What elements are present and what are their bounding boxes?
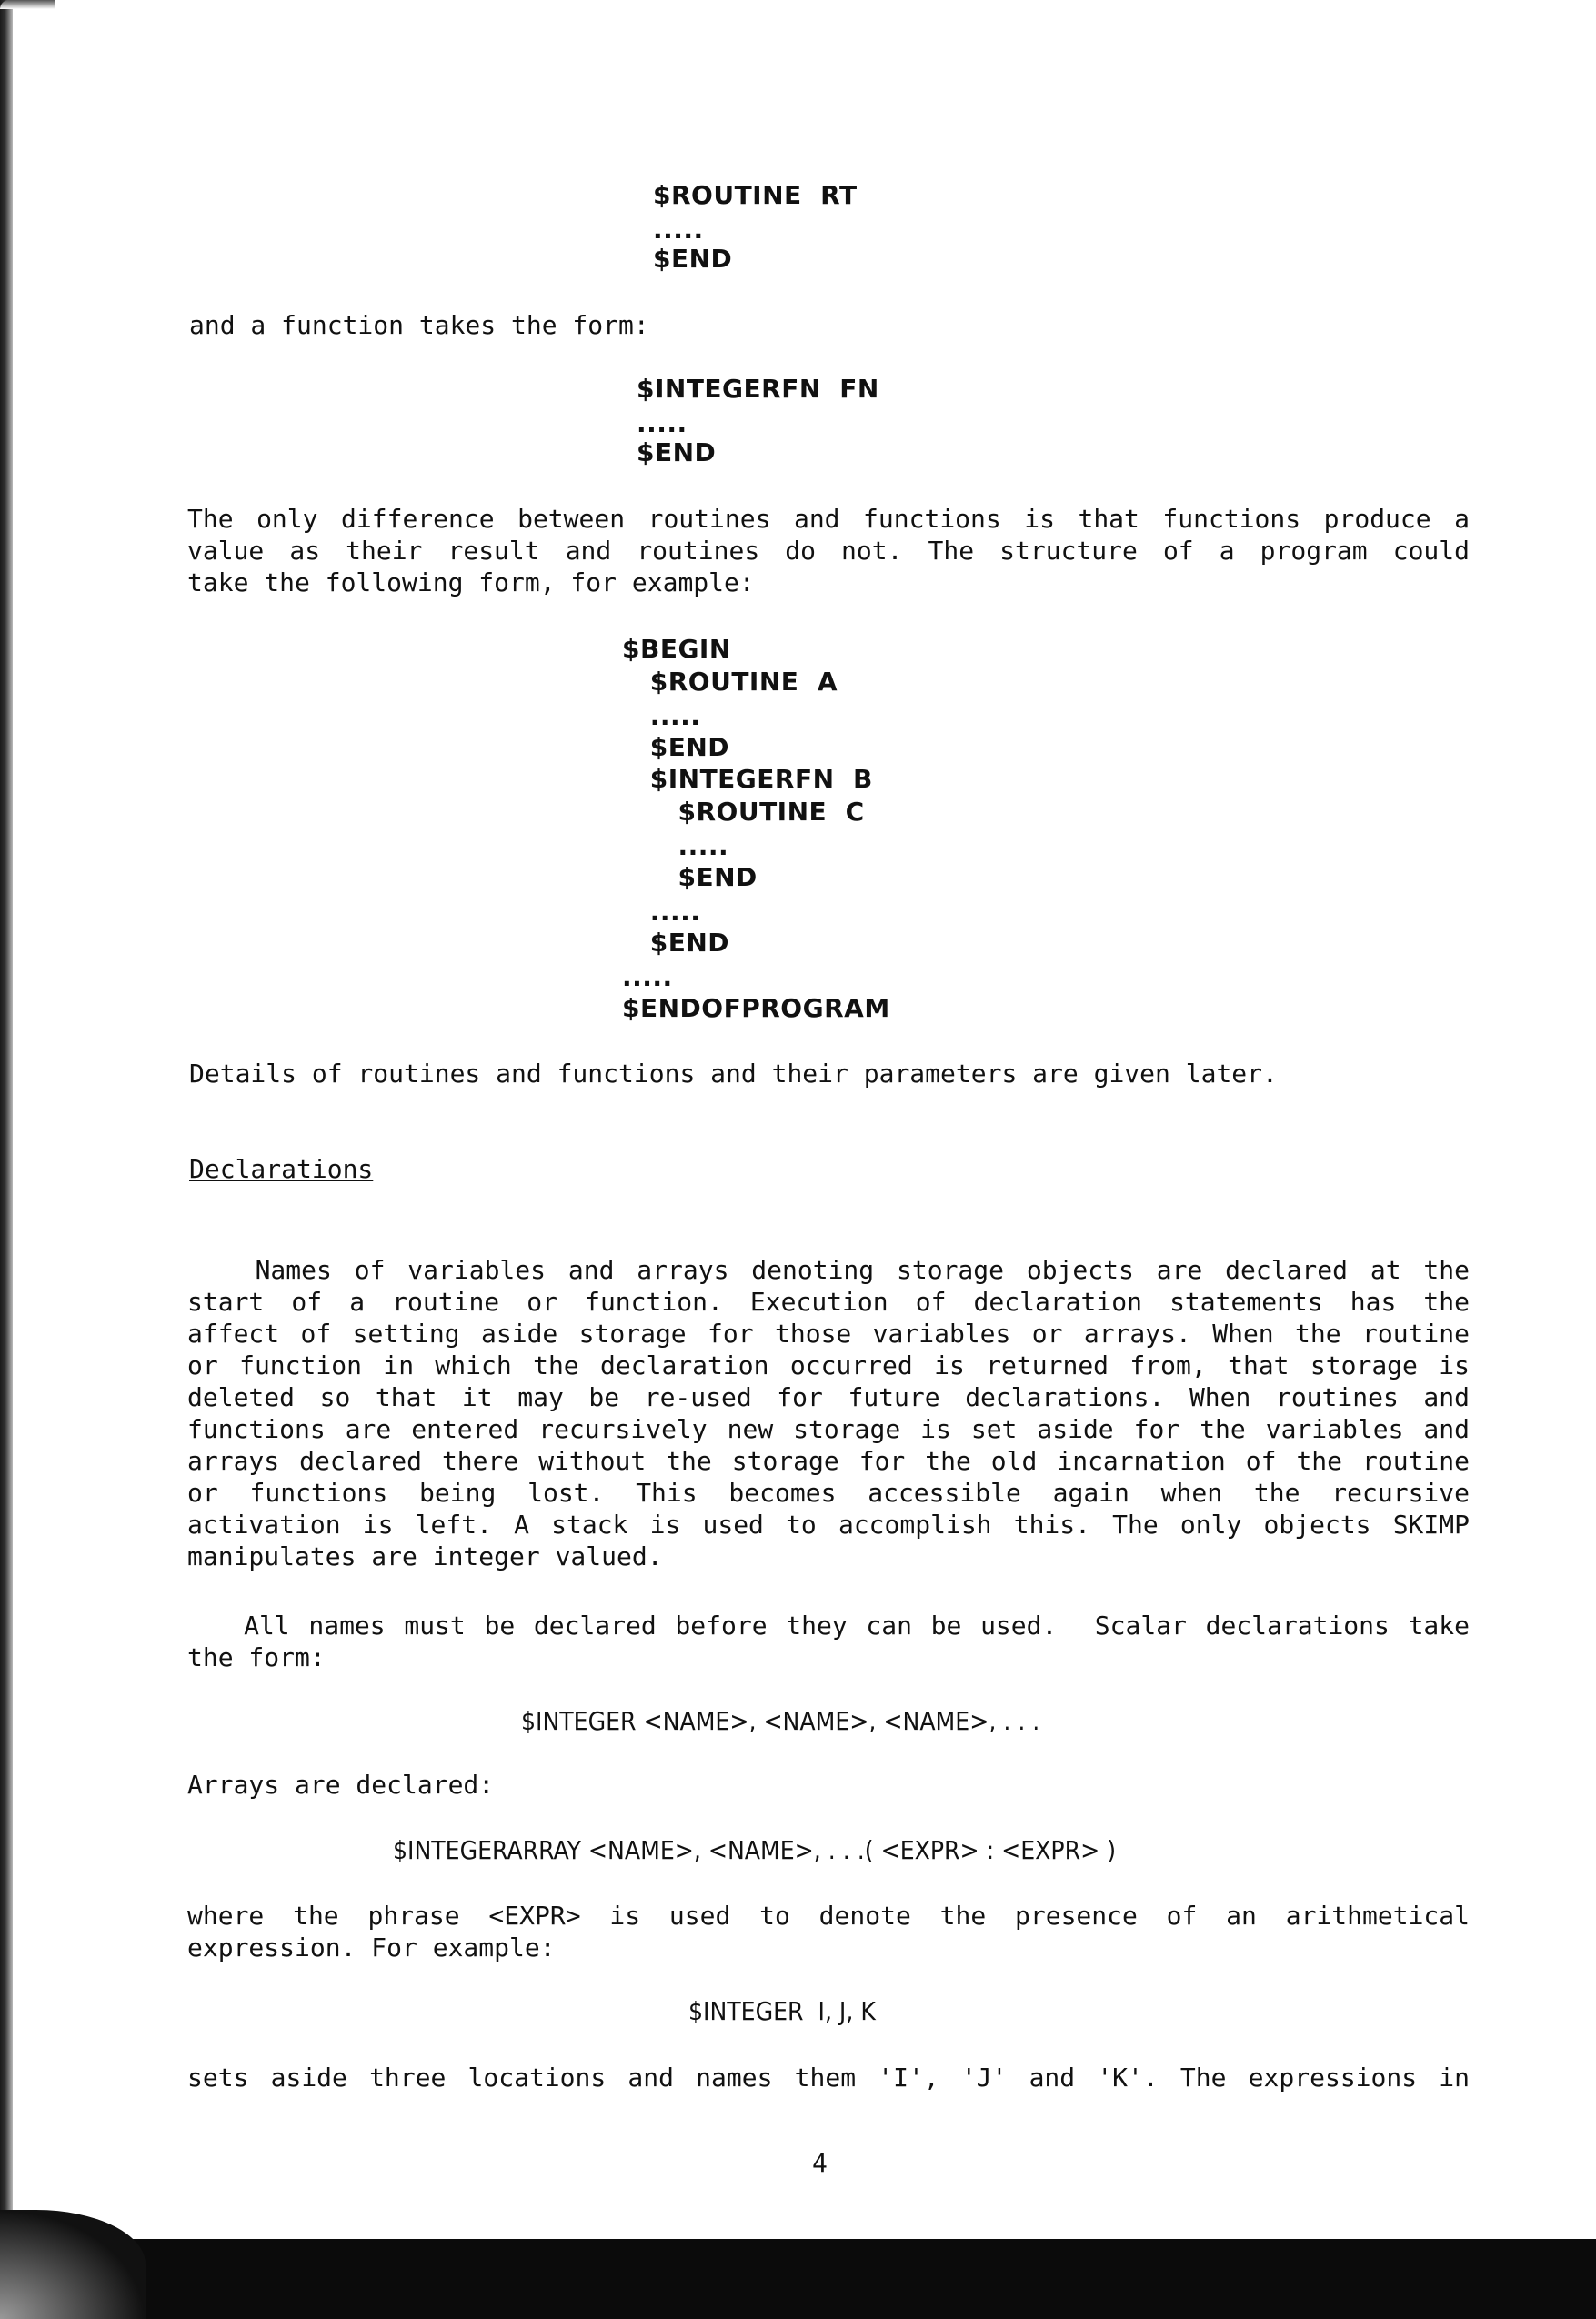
page-number: 4: [812, 2148, 828, 2178]
routine-example-header: $ROUTINE RT: [653, 180, 858, 210]
paragraph-line: the form:: [187, 1642, 326, 1672]
program-line: $ROUTINE C: [622, 797, 865, 827]
program-line: .....: [622, 897, 701, 927]
function-example-header: $INTEGERFN FN: [637, 374, 879, 404]
paragraph-line: or functions being lost. This becomes accessible again when the recursive: [187, 1478, 1470, 1508]
program-line: $BEGIN: [622, 634, 731, 664]
names-paragraph: [187, 1610, 1470, 1673]
program-line: $ENDOFPROGRAM: [622, 993, 890, 1023]
paragraph-line: Names of variables and arrays denoting storage objects are declared at the: [187, 1255, 1470, 1285]
scan-shadow-bottom: [0, 2239, 1596, 2319]
paragraph-line: expression. For example:: [187, 1932, 556, 1963]
function-example-end: $END: [637, 437, 717, 467]
scalar-declaration: $INTEGER <NAME>, <NAME>, <NAME>, . . .: [521, 1706, 1040, 1736]
declarations-paragraph: [187, 1254, 1470, 1572]
program-line: .....: [622, 962, 673, 992]
paragraph-line: arrays declared there without the storage for the old incarnation of the routine: [187, 1446, 1470, 1476]
details-line: Details of routines and functions and their parameters are given later.: [189, 1059, 1278, 1089]
paragraph-line: affect of setting aside storage for those variables or arrays. When the routine: [187, 1319, 1470, 1349]
paragraph-line: or function in which the declaration occurred is returned from, that storage is: [187, 1350, 1470, 1380]
array-declaration: $INTEGERARRAY <NAME>, <NAME>, . . .( <EXPR> : <EXPR> ): [393, 1835, 1117, 1865]
section-heading: Declarations: [189, 1154, 374, 1184]
program-line: $ROUTINE A: [622, 667, 838, 697]
paragraph-line: start of a routine or function. Execution of declaration statements has the: [187, 1287, 1470, 1317]
scan-shadow-top: [0, 0, 55, 9]
paragraph-line: deleted so that it may be re-used for future declarations. When routines and: [187, 1382, 1470, 1412]
program-line: .....: [622, 701, 701, 731]
program-line: $END: [622, 732, 730, 762]
program-line: $END: [622, 928, 730, 958]
paragraph-line: value as their result and routines do not. The structure of a program could: [187, 536, 1470, 566]
function-example-dots: .....: [637, 408, 688, 438]
expr-paragraph: [187, 1900, 1470, 1963]
routine-example-end: $END: [653, 244, 733, 274]
paragraph-line: sets aside three locations and names them 'I', 'J' and 'K'. The expressions in: [187, 2063, 1470, 2093]
paragraph-line: All names must be declared before they can be used. Scalar declarations take: [187, 1611, 1470, 1641]
scan-shadow-left: [0, 0, 13, 2246]
page-curl: [0, 2210, 146, 2319]
arrays-intro: Arrays are declared:: [187, 1770, 495, 1800]
paragraph-line: take the following form, for example:: [187, 567, 755, 597]
difference-paragraph: [187, 503, 1470, 598]
paragraph-line: The only difference between routines and functions is that functions produce a: [187, 504, 1470, 534]
paragraph-line: functions are entered recursively new storage is set aside for the variables and: [187, 1414, 1470, 1444]
paragraph-line: manipulates are integer valued.: [187, 1541, 663, 1571]
function-intro: and a function takes the form:: [189, 310, 649, 340]
program-line: $INTEGERFN B: [622, 764, 873, 794]
paragraph-line: where the phrase <EXPR> is used to denote the presence of an arithmetical: [187, 1901, 1470, 1931]
example-declaration: $INTEGER I, J, K: [688, 1996, 876, 2026]
paragraph-line: activation is left. A stack is used to accomplish this. The only objects SKIMP: [187, 1510, 1470, 1540]
program-line: .....: [622, 831, 729, 861]
sets-aside-line: [187, 2062, 1470, 2093]
routine-example-dots: .....: [653, 215, 704, 245]
program-line: $END: [622, 862, 758, 892]
